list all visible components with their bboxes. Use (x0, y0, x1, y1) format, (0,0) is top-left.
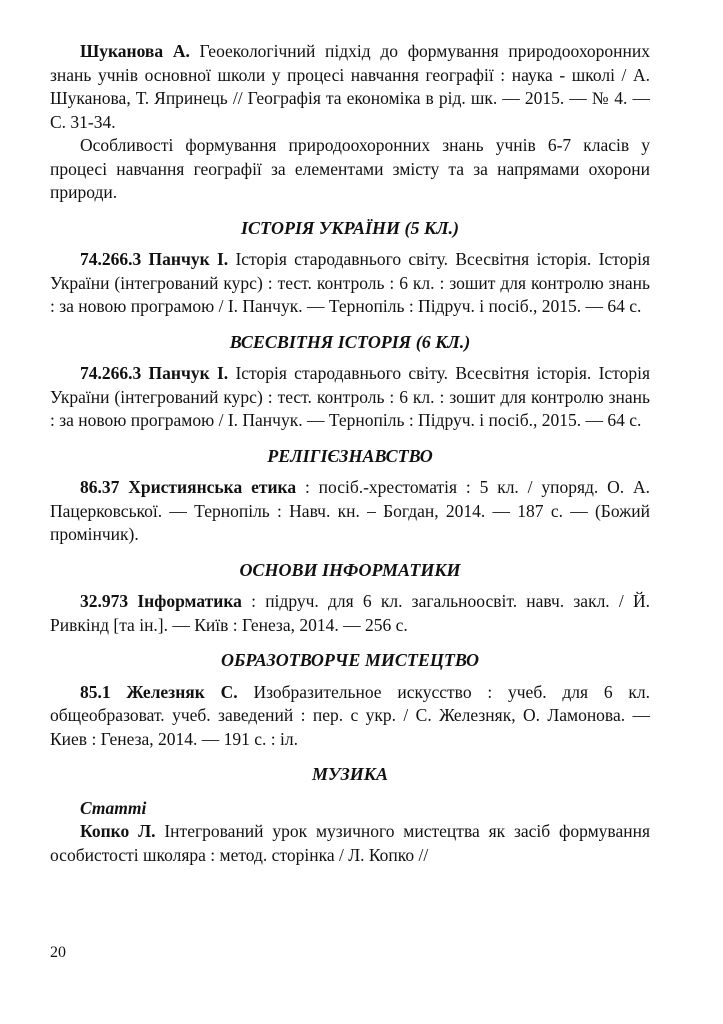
entry-history-ukraine (50, 248, 650, 319)
entry-author: Копко Л. (80, 821, 156, 841)
entry-code-author: 85.1 Железняк С. (80, 681, 238, 702)
page-number: 20 (50, 944, 66, 961)
entry-text: Історія стародавнього світу. Всесвітня історія. Історія України (інтегрований курс) : тест. контроль : 6 кл. : зошит для контролю знань : за новою програмою / І. Панчук. — Тернопіль : Підруч. і посіб., 2015. — 64 с. (50, 249, 650, 316)
entry-code-title: 86.37 Християнська етика (80, 477, 297, 497)
section-title-informatics: ОСНОВИ ІНФОРМАТИКИ (239, 559, 461, 580)
entry-code-title: 32.973 Інформатика (80, 591, 242, 611)
subheading-articles: Статті (80, 797, 147, 818)
entry-world-history (50, 362, 650, 433)
entry-text: Изобразительное искусство : учеб. для 6 кл. общеобразоват. учеб. заведений : пер. с укр. / С. Железняк, О. Ламонова. — Киев : Генеза, 2014. — 191 с. : іл. (50, 681, 651, 749)
entry-shukanova (50, 40, 650, 134)
entry-music (50, 820, 650, 867)
entry-code-author: 74.266.3 Панчук І. (80, 249, 229, 269)
entry-religion (50, 476, 650, 547)
entry-author: Шуканова А. (80, 41, 190, 61)
section-title-religion: РЕЛІГІЄЗНАВСТВО (267, 445, 433, 466)
entry-text: Геоекологічний підхід до формування природоохоронних знань учнів основної школи у процесі навчання географії : наука - школі / А. Шуканова, Т. Япринець // Географія та економіка в рід. шк. — 2015. — № 4. — С. 31-34. (50, 41, 650, 132)
entry-text: Інтегрований урок музичного мистецтва як засіб формування особистості школяра : метод. сторінка / Л. Копко // (50, 821, 651, 865)
entry-text: : посіб.-хрестоматія : 5 кл. / упоряд. О. А. Пацерковської. — Тернопіль : Навч. кн. – Богдан, 2014. — 187 с. — (Божий промінчик). (50, 477, 650, 544)
document-body (50, 40, 650, 867)
entry-informatics (50, 590, 650, 637)
section-title-music: МУЗИКА (312, 764, 388, 784)
entry-code-author: 74.266.3 Панчук І. (80, 363, 229, 383)
section-title-world-history: ВСЕСВІТНЯ ІСТОРІЯ (6 КЛ.) (229, 331, 471, 352)
entry-text: Історія стародавнього світу. Всесвітня історія. Історія України (інтегрований курс) : тест. контроль : 6 кл. : зошит для контролю знань : за новою програмою / І. Панчук. — Тернопіль : Підруч. і посіб., 2015. — 64 с. (50, 363, 650, 430)
entry-art (50, 681, 650, 752)
entry-text: : підруч. для 6 кл. загальноосвіт. навч. закл. / Й. Ривкінд [та ін.]. — Київ : Генеза, 2014. — 256 с. (50, 591, 650, 635)
section-title-art: ОБРАЗОТВОРЧЕ МИСТЕЦТВО (220, 650, 480, 670)
entry-annotation: Особливості формування природоохоронних знань учнів 6-7 класів у процесі навчання географії за елементами змісту та за напрямами охорони природи. (50, 135, 650, 202)
section-title-history-ukraine: ІСТОРІЯ УКРАЇНИ (5 КЛ.) (240, 217, 460, 238)
